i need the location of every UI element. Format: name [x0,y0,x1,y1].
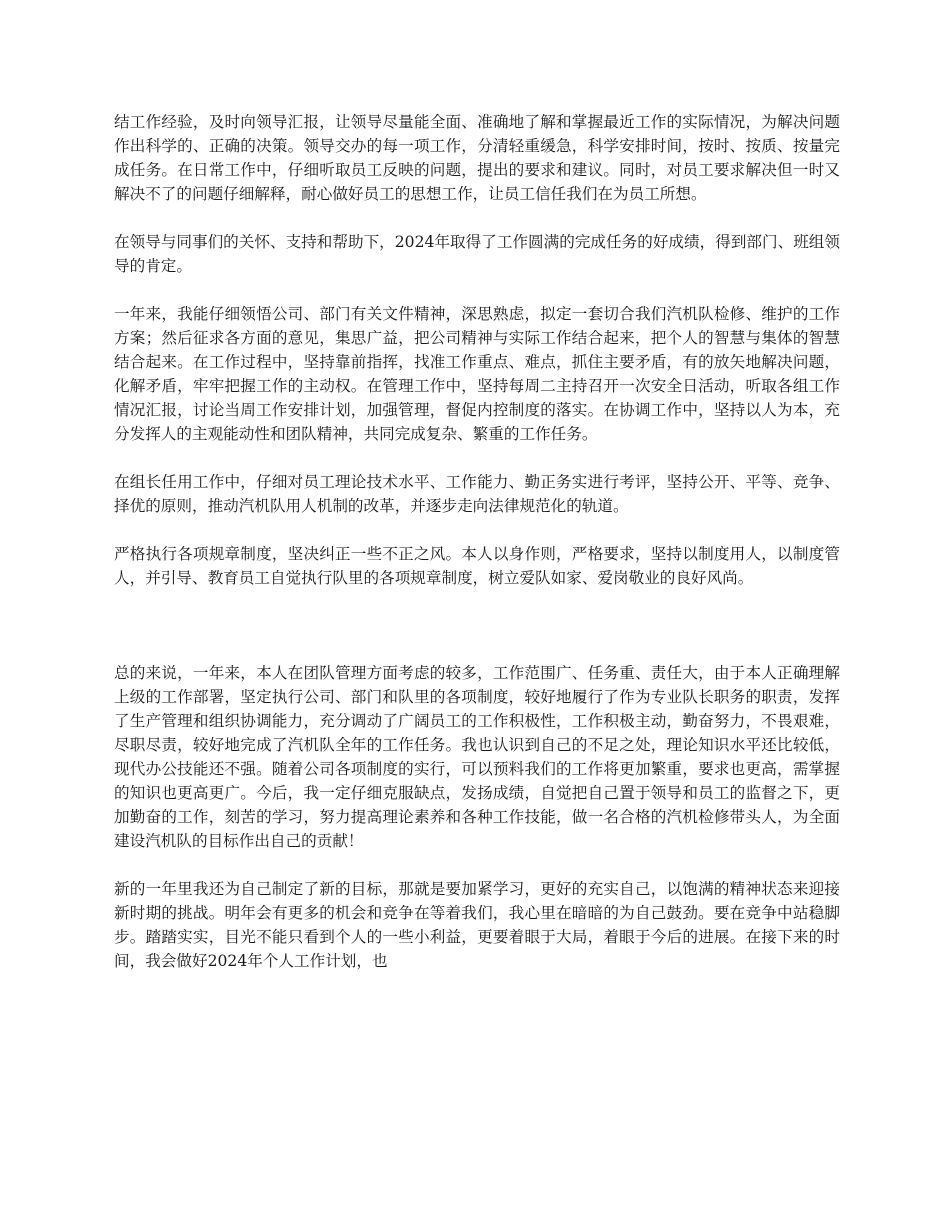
document-body [114,110,840,973]
paragraph-new-year-goals: 新的一年里我还为自己制定了新的目标，那就是要加紧学习，更好的充实自己，以饱满的精神状态来迎接新时期的挑战。明年会有更多的机会和竞争在等着我们，我心里在暗暗的为自己鼓劲。要在竞争中站稳脚步。踏踏实实，目光不能只看到个人的一些小利益，更要着眼于大局，着眼于今后的进展。在接下来的时间，我会做好2024年个人工作计划，也 [114,880,840,970]
paragraph-year-review: 一年来，我能仔细领悟公司、部门有关文件精神，深思熟虑，拟定一套切合我们汽机队检修、维护的工作方案；然后征求各方面的意见，集思广益，把公司精神与实际工作结合起来，把个人的智慧与集体的智慧结合起来。在工作过程中，坚持靠前指挥，找准工作重点、难点，抓住主要矛盾，有的放矢地解决问题，化解矛盾，牢牢把握工作的主动权。在管理工作中，坚持每周二主持召开一次安全日活动，听取各组工作情况汇报，讨论当周工作安排计划，加强管理，督促内控制度的落实。在协调工作中，坚持以人为本，充分发挥人的主观能动性和团队精神，共同完成复杂、繁重的工作任务。 [114,305,840,443]
paragraph-summary: 总的来说，一年来，本人在团队管理方面考虑的较多，工作范围广、任务重、责任大，由于本人正确理解上级的工作部署，坚定执行公司、部门和队里的各项制度，较好地履行了作为专业队长职务的职责，发挥了生产管理和组织协调能力，充分调动了广阔员工的工作积极性，工作积极主动，勤奋努力，不畏艰难，尽职尽责，较好地完成了汽机队全年的工作任务。我也认识到自己的不足之处，理论知识水平还比较低，现代办公技能还不强。随着公司各项制度的实行，可以预料我们的工作将更加繁重，要求也更高，需掌握的知识也更高更广。今后，我一定仔细克服缺点，发扬成绩，自觉把自己置于领导和员工的监督之下，更加勤奋的工作，刻苦的学习，努力提高理论素养和各种工作技能，做一名合格的汽机检修带头人，为全面建设汽机队的目标作出自己的贡献！ [114,664,840,850]
paragraph-rules-and-discipline: 严格执行各项规章制度，坚决纠正一些不正之风。本人以身作则，严格要求，坚持以制度用人，以制度管人，并引导、教育员工自觉执行队里的各项规章制度，树立爱队如家、爱岗敬业的良好风尚。 [114,545,840,587]
paragraph-team-leader-appointment: 在组长任用工作中，仔细对员工理论技术水平、工作能力、勤正务实进行考评，坚持公开、平等、竞争、择优的原则，推动汽机队用人机制的改革，并逐步走向法律规范化的轨道。 [114,473,840,515]
paragraph-work-experience: 结工作经验，及时向领导汇报，让领导尽量能全面、准确地了解和掌握最近工作的实际情况，为解决问题作出科学的、正确的决策。领导交办的每一项工作，分清轻重缓急，科学安排时间，按时、按质、按量完成任务。在日常工作中，仔细听取员工反映的问题，提出的要求和建议。同时，对员工要求解决但一时又解决不了的问题仔细解释，耐心做好员工的思想工作，让员工信任我们在为员工所想。 [114,113,840,203]
paragraph-achievements-2024: 在领导与同事们的关怀、支持和帮助下，2024年取得了工作圆满的完成任务的好成绩，得到部门、班组领导的肯定。 [114,233,840,275]
